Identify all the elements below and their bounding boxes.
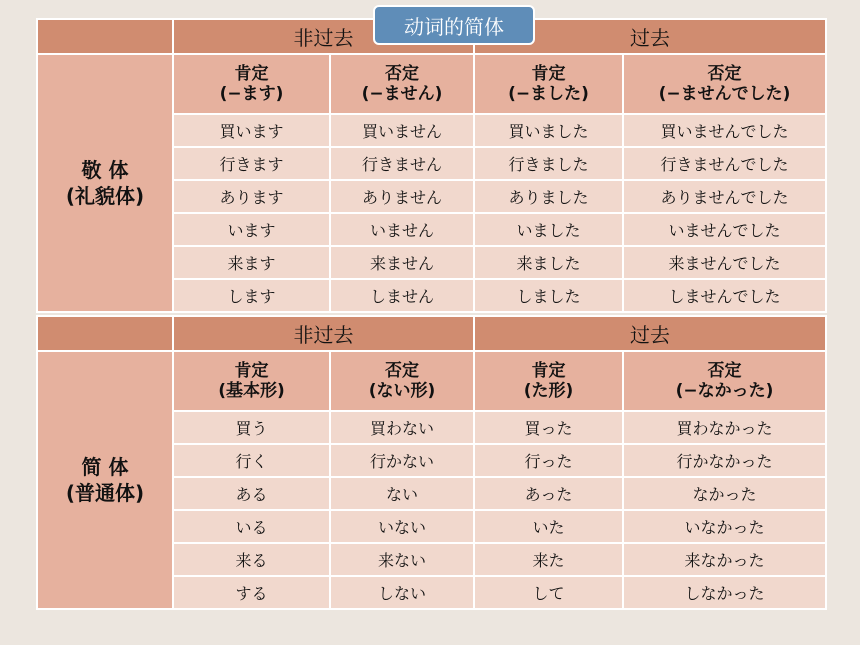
table-cell: 買う xyxy=(173,411,330,444)
table-cell: 行かない xyxy=(330,444,474,477)
subheader-line2: (−ました) xyxy=(508,84,589,104)
table-cell: いませんでした xyxy=(623,213,826,246)
subheader-line1: 肯定 xyxy=(234,64,269,84)
table-cell: います xyxy=(173,213,330,246)
table-cell: ありませんでした xyxy=(623,180,826,213)
header-past: 过去 xyxy=(474,316,826,351)
header-non-past: 非过去 xyxy=(173,316,474,351)
row-label-line2: (礼貌体) xyxy=(65,184,145,208)
subheader-cell xyxy=(330,351,474,411)
table-cell: 行きます xyxy=(173,147,330,180)
header-corner xyxy=(37,316,173,351)
table-cell: 買います xyxy=(173,114,330,147)
section1-subheader-row xyxy=(37,54,826,114)
table-cell: 来ます xyxy=(173,246,330,279)
row-label-plain xyxy=(37,351,173,609)
table-cell: しませんでした xyxy=(623,279,826,312)
table-cell: ある xyxy=(173,477,330,510)
table-cell: 行きました xyxy=(474,147,623,180)
row-label-polite xyxy=(37,54,173,312)
table-cell: 買った xyxy=(474,411,623,444)
slide-title: 动词的简体 xyxy=(373,5,535,45)
table-cell: ありました xyxy=(474,180,623,213)
subheader-cell xyxy=(330,54,474,114)
subheader-line1: 肯定 xyxy=(531,64,566,84)
subheader-cell xyxy=(173,351,330,411)
subheader-line2: (−なかった) xyxy=(675,381,774,401)
table-cell: いました xyxy=(474,213,623,246)
table-cell: します xyxy=(173,279,330,312)
subheader-cell xyxy=(623,351,826,411)
section2-subheader-row xyxy=(37,351,826,411)
table-cell: いる xyxy=(173,510,330,543)
header-non-past: 非过去 xyxy=(173,19,474,54)
table-cell: いた xyxy=(474,510,623,543)
table-cell: いなかった xyxy=(623,510,826,543)
table-cell: あった xyxy=(474,477,623,510)
table-cell: いない xyxy=(330,510,474,543)
table-cell: しません xyxy=(330,279,474,312)
table-cell: 買わない xyxy=(330,411,474,444)
subheader-cell xyxy=(474,54,623,114)
header-corner xyxy=(37,19,173,54)
table-cell: 行く xyxy=(173,444,330,477)
table-cell: 来る xyxy=(173,543,330,576)
section2-header-row xyxy=(37,316,826,351)
table-cell: 買いました xyxy=(474,114,623,147)
subheader-line1: 肯定 xyxy=(531,361,566,381)
table-cell: して xyxy=(474,576,623,609)
subheader-cell xyxy=(623,54,826,114)
table-cell: 来た xyxy=(474,543,623,576)
table-cell: 買いません xyxy=(330,114,474,147)
conjugation-table-container xyxy=(36,18,825,610)
table-cell: 行きませんでした xyxy=(623,147,826,180)
subheader-cell xyxy=(474,351,623,411)
subheader-line1: 否定 xyxy=(385,64,419,84)
header-past: 过去 xyxy=(474,19,826,54)
table-cell: 来ませんでした xyxy=(623,246,826,279)
table-cell: しました xyxy=(474,279,623,312)
subheader-line1: 否定 xyxy=(707,361,742,381)
table-cell: しなかった xyxy=(623,576,826,609)
table-cell: 行った xyxy=(474,444,623,477)
subheader-line1: 否定 xyxy=(707,64,742,84)
table-cell: 来ました xyxy=(474,246,623,279)
row-label-line1: 敬 体 xyxy=(81,158,129,182)
subheader-line2: (基本形) xyxy=(218,381,285,401)
table-cell: あります xyxy=(173,180,330,213)
row-label-line2: (普通体) xyxy=(65,481,145,505)
table-cell: 来なかった xyxy=(623,543,826,576)
table-cell: 行きません xyxy=(330,147,474,180)
table-cell: 来ません xyxy=(330,246,474,279)
subheader-line2: (−ます) xyxy=(219,84,284,104)
subheader-line2: (−ません) xyxy=(361,84,443,104)
table-cell: ありません xyxy=(330,180,474,213)
table-cell: 買いませんでした xyxy=(623,114,826,147)
subheader-line1: 否定 xyxy=(385,361,419,381)
table-cell: ない xyxy=(330,477,474,510)
subheader-cell xyxy=(173,54,330,114)
table-cell: なかった xyxy=(623,477,826,510)
table-cell: する xyxy=(173,576,330,609)
table-cell: しない xyxy=(330,576,474,609)
subheader-line2: (た形) xyxy=(523,381,574,401)
row-label-line1: 简 体 xyxy=(81,455,129,479)
table-cell: いません xyxy=(330,213,474,246)
table-cell: 来ない xyxy=(330,543,474,576)
table-cell: 買わなかった xyxy=(623,411,826,444)
subheader-line2: (−ませんでした) xyxy=(658,84,791,104)
conjugation-table xyxy=(36,18,827,610)
table-cell: 行かなかった xyxy=(623,444,826,477)
subheader-line1: 肯定 xyxy=(234,361,269,381)
subheader-line2: (ない形) xyxy=(368,381,436,401)
